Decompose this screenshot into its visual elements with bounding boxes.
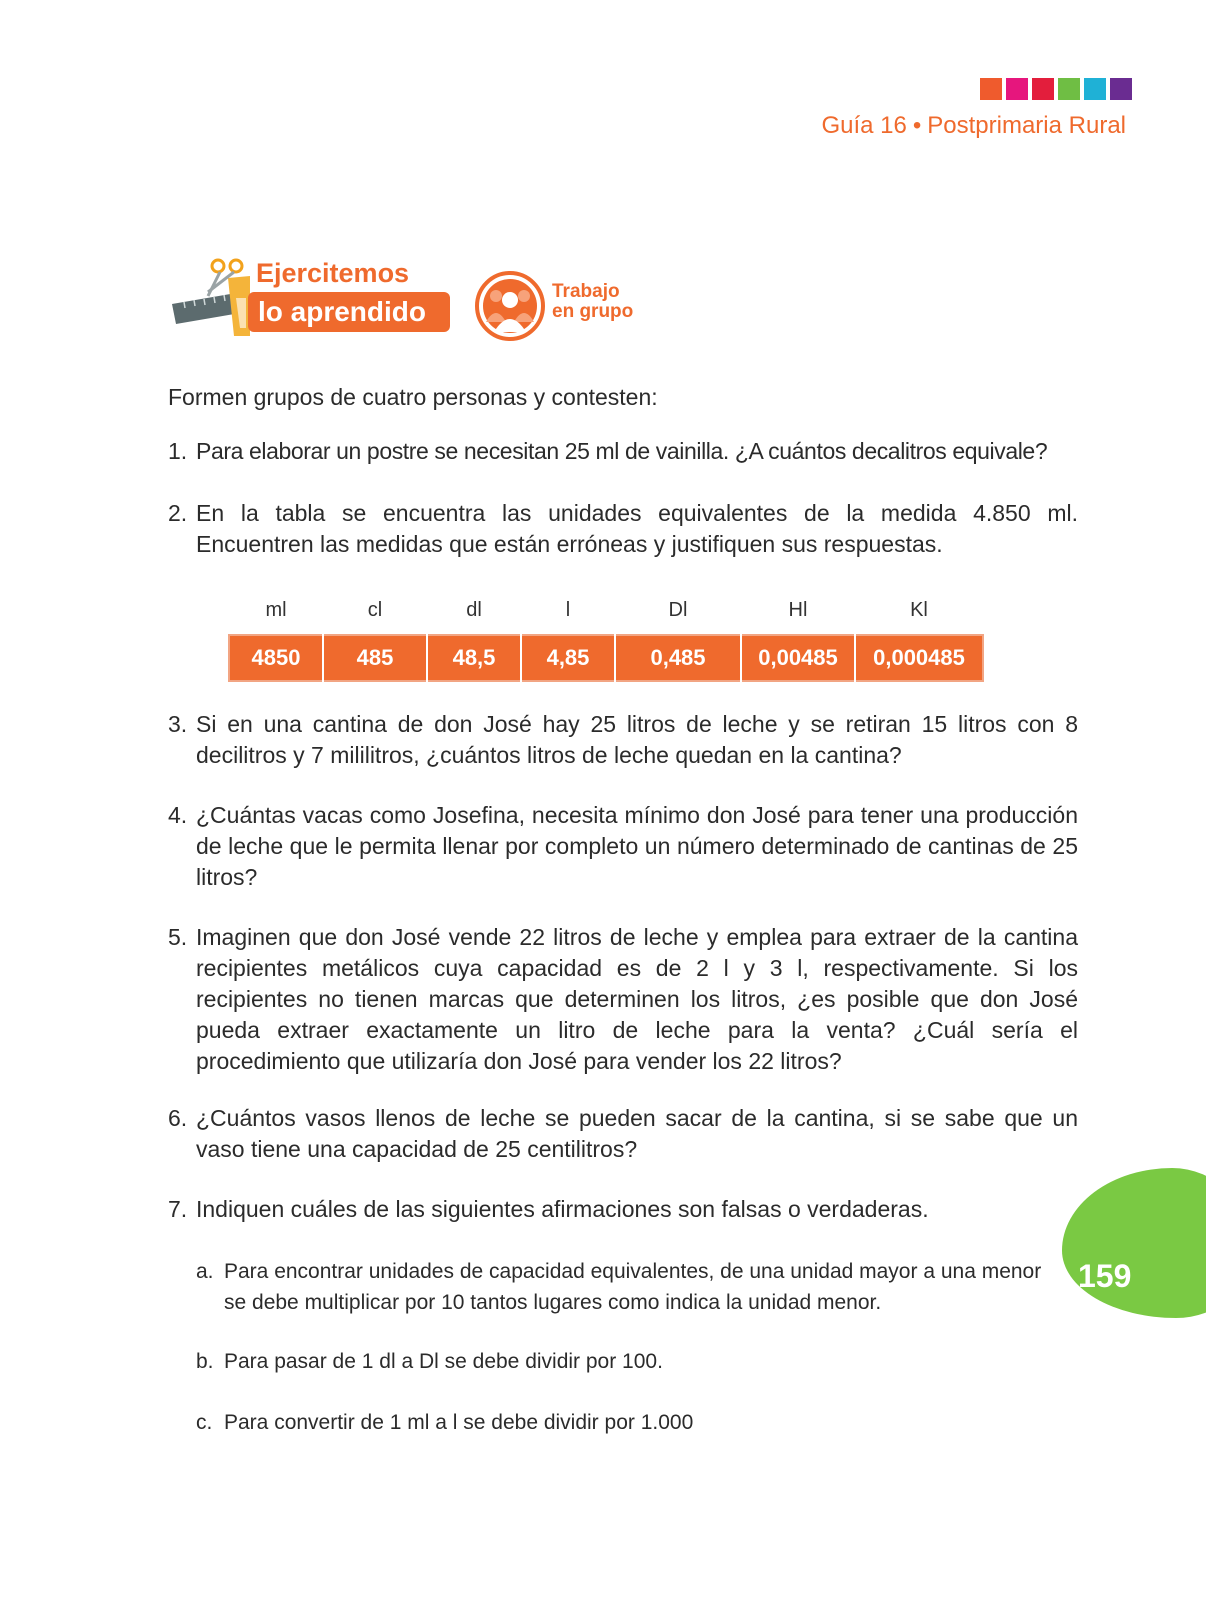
table-cell: 4,85 <box>521 635 615 681</box>
page-number: 159 <box>1078 1258 1132 1294</box>
color-swatch <box>980 78 1002 100</box>
question-number: 3. <box>168 711 188 737</box>
table-header: Hl <box>788 598 808 621</box>
table-header-row <box>229 596 983 635</box>
table-cell: 4850 <box>229 635 323 681</box>
page-number-badge <box>1062 1168 1206 1318</box>
group-work-line2: en grupo <box>552 301 634 322</box>
question-number: 7. <box>168 1196 188 1222</box>
ruler-scissors-icon <box>168 258 258 340</box>
table-cell: 0,000485 <box>855 635 983 681</box>
table-header: Dl <box>668 598 688 621</box>
question-2 <box>168 498 1078 560</box>
question-text: ¿Cuántas vacas como Josefina, necesita mínimo don José para tener una producción de leche que le permita llenar por completo un número determinado de cantinas de 25 litros? <box>196 802 1078 890</box>
color-swatch <box>1110 78 1132 100</box>
header-separator: • <box>912 112 922 139</box>
question-number: 1. <box>168 438 188 464</box>
question-number: 4. <box>168 802 188 828</box>
banner-title-line2: lo aprendido <box>248 292 450 332</box>
statement-letter: b. <box>196 1350 214 1373</box>
table-cell: 0,00485 <box>741 635 855 681</box>
question-number: 6. <box>168 1105 188 1131</box>
statement-b <box>196 1346 1078 1377</box>
statement-letter: a. <box>196 1260 214 1283</box>
statement-letter: c. <box>196 1411 213 1434</box>
color-swatch <box>1032 78 1054 100</box>
question-1 <box>168 436 1078 467</box>
section-banner <box>168 258 448 340</box>
group-work-line1: Trabajo <box>552 281 620 302</box>
color-swatch <box>1058 78 1080 100</box>
statement-text: Para encontrar unidades de capacidad equivalentes, de una unidad mayor a una menor se debe multiplicar por 10 tantos lugares como indica la unidad menor. <box>224 1260 1042 1314</box>
instructions: Formen grupos de cuatro personas y contesten: <box>168 384 658 410</box>
table-header: dl <box>466 598 482 621</box>
color-swatch <box>1084 78 1106 100</box>
equivalence-table <box>228 596 984 682</box>
table-header: cl <box>367 598 383 621</box>
table-header: Kl <box>910 598 928 621</box>
table-header: l <box>565 598 571 621</box>
question-5 <box>168 922 1078 1077</box>
color-swatch <box>1006 78 1028 100</box>
question-text: ¿Cuántos vasos llenos de leche se pueden sacar de la cantina, si se sabe que un vaso tiene una capacidad de 25 centilitros? <box>196 1105 1078 1162</box>
question-text: Indiquen cuáles de las siguientes afirmaciones son falsas o verdaderas. <box>196 1196 929 1222</box>
question-text: En la tabla se encuentra las unidades equivalentes de la medida 4.850 ml. Encuentren las medidas que están erróneas y justifiquen sus respuestas. <box>196 500 1078 557</box>
banner-title-line1: Ejercitemos <box>256 258 410 288</box>
statement-text: Para pasar de 1 dl a Dl se debe dividir por 100. <box>224 1350 663 1373</box>
question-text: Si en una cantina de don José hay 25 litros de leche y se retiran 15 litros con 8 decilitros y 7 mililitros, ¿cuántos litros de leche quedan en la cantina? <box>196 711 1078 768</box>
question-number: 5. <box>168 924 188 950</box>
header-color-strip <box>980 78 1132 100</box>
statement-c <box>196 1407 1078 1438</box>
question-text: Imaginen que don José vende 22 litros de leche y emplea para extraer de la cantina recipientes metálicos cuya capacidad es de 2 l y 3 l, respectivamente. Si los recipientes no tienen marcas que determinen los litros, ¿es posible que don José pueda extraer exactamente un litro de leche para la venta? ¿Cuál sería el procedimiento que utilizaría don José para vender los 22 litros? <box>196 924 1078 1074</box>
program-label: Postprimaria Rural <box>927 112 1126 139</box>
statement-a <box>196 1256 1056 1318</box>
table-header: ml <box>265 598 287 621</box>
statement-text: Para convertir de 1 ml a l se debe dividir por 1.000 <box>224 1411 694 1434</box>
table-cell: 485 <box>323 635 427 681</box>
group-work-icon <box>474 270 546 342</box>
table-row <box>229 635 983 681</box>
question-4 <box>168 800 1078 893</box>
question-6 <box>168 1103 1078 1165</box>
question-text: Para elaborar un postre se necesitan 25 ml de vainilla. ¿A cuántos decalitros equivale? <box>196 438 1048 464</box>
running-header <box>821 112 1126 140</box>
question-7 <box>168 1194 1078 1225</box>
question-number: 2. <box>168 500 188 526</box>
group-work-label <box>552 282 633 322</box>
question-3 <box>168 709 1078 771</box>
table-cell: 48,5 <box>427 635 521 681</box>
table-cell: 0,485 <box>615 635 741 681</box>
guide-label: Guía 16 <box>821 112 907 139</box>
